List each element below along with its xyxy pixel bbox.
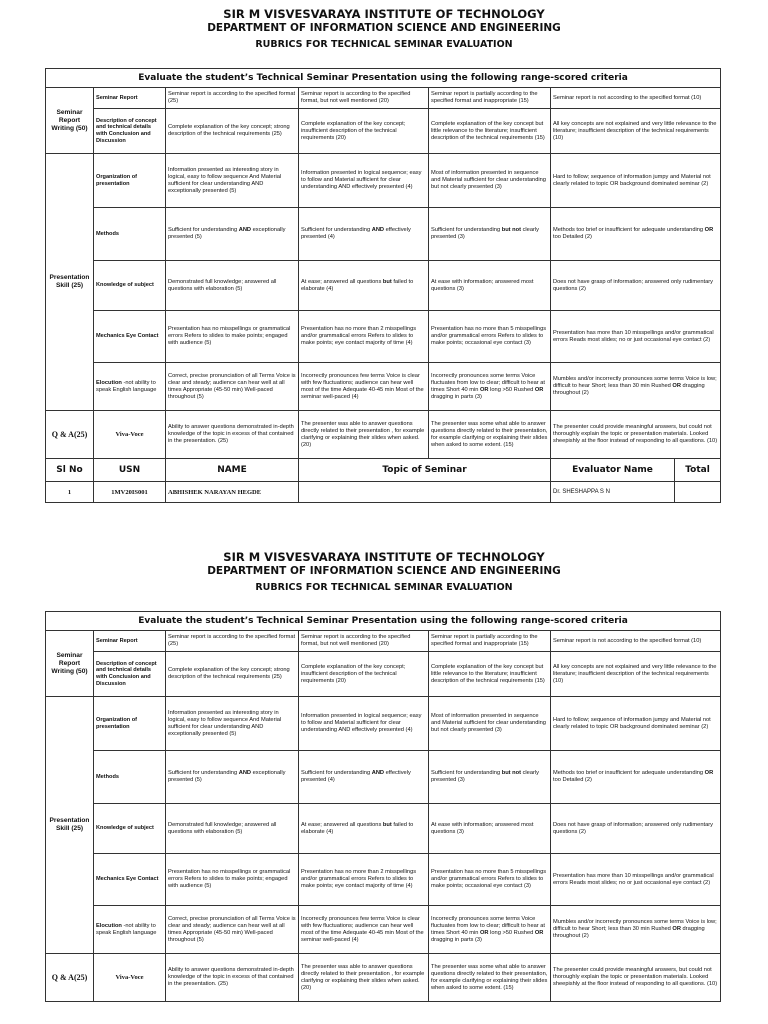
rubric-cell: All key concepts are not explained and very little relevance to the literature; insufficient description of the technical requirements (10) <box>551 652 721 697</box>
rubric-cell: Mumbles and/or incorrectly pronounces some terms Voice is low; difficult to hear Short; less than 30 min Rushed OR dragging throughout (2) <box>551 363 721 411</box>
header-total: Total <box>675 459 721 482</box>
department-title: DEPARTMENT OF INFORMATION SCIENCE AND ENGINEERING <box>207 22 561 34</box>
rubric-cell: Seminar report is not according to the specified format (10) <box>551 631 721 652</box>
rubric-sheet-2 <box>0 543 768 991</box>
rubric-cell: Presentation has no misspellings or grammatical errors Refers to slides to make points; engaged with audience (5) <box>166 311 299 363</box>
category-presentation-skill: Presentation Skill (25) <box>46 154 94 411</box>
student-topic <box>299 482 551 503</box>
category-qa: Q & A(25) <box>46 954 94 1002</box>
student-sl-no: 1 <box>46 482 94 503</box>
rubric-cell: The presenter could provide meaningful answers, but could not thoroughly explain the topic or presentation materials. Looked sheepishly at the floor instead of responding to all questions. (10) <box>551 411 721 459</box>
rubric-cell: At ease; answered all questions but failed to elaborate (4) <box>299 261 429 311</box>
rubric-table <box>45 68 721 503</box>
rubric-cell: At ease; answered all questions but failed to elaborate (4) <box>299 804 429 854</box>
rubric-cell: Does not have grasp of information; answered only rudimentary questions (2) <box>551 804 721 854</box>
rubric-cell: Does not have grasp of information; answered only rudimentary questions (2) <box>551 261 721 311</box>
rubric-cell: Information presented in logical sequence; easy to follow and Material sufficient for clear understanding AND effectively presented (4) <box>299 154 429 208</box>
rubric-cell: Complete explanation of the key concept but little relevance to the literature; insufficient description of the technical requirements (15) <box>429 652 551 697</box>
sheet-header <box>0 543 768 596</box>
rubric-cell: Seminar report is partially according to the specified format and inappropriate (15) <box>429 88 551 109</box>
rubric-cell: Presentation has no more than 2 misspellings and/or grammatical errors Refers to slides to make points; eye contact majority of time (4) <box>299 311 429 363</box>
header-evaluator: Evaluator Name <box>551 459 675 482</box>
rubric-cell: Sufficient for understanding AND exceptionally presented (5) <box>166 751 299 804</box>
rubric-cell: Hard to follow; sequence of information jumpy and Material not clearly related to topic OR background dominated seminar (2) <box>551 697 721 751</box>
rubric-cell: Information presented in logical sequence; easy to follow and Material sufficient for clear understanding AND effectively presented (4) <box>299 697 429 751</box>
rubric-cell: Incorrectly pronounces some terms Voice fluctuates from low to clear; difficult to hear at times Short 40 min OR long >50 Rushed OR dragging in parts (3) <box>429 906 551 954</box>
rubric-cell: Sufficient for understanding but not clearly presented (3) <box>429 751 551 804</box>
rubric-cell: The presenter was able to answer questions directly related to their presentation , for example clarifying or explaining their slides when asked. (20) <box>299 954 429 1002</box>
header-usn: USN <box>94 459 166 482</box>
criterion-description: Description of concept and technical details with Conclusion and Discussion <box>94 109 166 154</box>
rubric-cell: Complete explanation of the key concept; strong description of the technical requirements (25) <box>166 109 299 154</box>
rubric-cell: Presentation has no misspellings or grammatical errors Refers to slides to make points; engaged with audience (5) <box>166 854 299 906</box>
rubric-cell: Demonstrated full knowledge; answered all questions with elaboration (5) <box>166 261 299 311</box>
rubric-cell: The presenter was some what able to answer questions directly related to their presentation, for example clarifying or explaining their slides when asked to some extent. (15) <box>429 411 551 459</box>
rubric-cell: Ability to answer questions demonstrated in-depth knowledge of the topic in excess of that contained in the presentation. (25) <box>166 954 299 1002</box>
criterion-seminar-report: Seminar Report <box>94 88 166 109</box>
header-name: NAME <box>166 459 299 482</box>
criterion-viva-voce: Viva-Voce <box>94 411 166 459</box>
rubric-cell: Seminar report is according to the specified format, but not well mentioned (20) <box>299 88 429 109</box>
rubric-cell: Correct, precise pronunciation of all Terms Voice is clear and steady; audience can hear well at all times Appropriate (45-50 min) Well-paced throughout (5) <box>166 906 299 954</box>
rubric-cell: Seminar report is partially according to the specified format and inappropriate (15) <box>429 631 551 652</box>
rubric-cell: At ease with information; answered most questions (3) <box>429 804 551 854</box>
rubric-cell: Sufficient for understanding AND effectively presented (4) <box>299 208 429 261</box>
rubric-cell: Seminar report is not according to the specified format (10) <box>551 88 721 109</box>
criterion-elocution: Elocution -not ability to speak English language <box>94 906 166 954</box>
rubric-cell: Demonstrated full knowledge; answered all questions with elaboration (5) <box>166 804 299 854</box>
criterion-organization: Organization of presentation <box>94 154 166 208</box>
criterion-seminar-report: Seminar Report <box>94 631 166 652</box>
eval-heading: Evaluate the student’s Technical Seminar Presentation using the following range-scored criteria <box>46 612 721 631</box>
category-report-writing: Seminar Report Writing (50) <box>46 88 94 154</box>
rubric-cell: Complete explanation of the key concept; strong description of the technical requirements (25) <box>166 652 299 697</box>
category-report-writing: Seminar Report Writing (50) <box>46 631 94 697</box>
rubric-cell: The presenter could provide meaningful answers, but could not thoroughly explain the topic or presentation materials. Looked sheepishly at the floor instead of responding to all questions. (10) <box>551 954 721 1002</box>
rubric-cell: Presentation has more than 10 misspellings and/or grammatical errors Reads most slides; no or just occasional eye contact (2) <box>551 854 721 906</box>
rubric-table <box>45 611 721 1002</box>
rubric-cell: Presentation has no more than 2 misspellings and/or grammatical errors Refers to slides to make points; eye contact majority of time (4) <box>299 854 429 906</box>
student-usn: 1MV20IS001 <box>94 482 166 503</box>
rubric-cell: Most of information presented in sequence and Material sufficient for clear understanding but not clearly presented (3) <box>429 154 551 208</box>
criterion-organization: Organization of presentation <box>94 697 166 751</box>
rubric-cell: Sufficient for understanding but not clearly presented (3) <box>429 208 551 261</box>
rubric-title: RUBRICS FOR TECHNICAL SEMINAR EVALUATION <box>255 582 513 593</box>
rubric-cell: Incorrectly pronounces few terms Voice is clear with few fluctuations; audience can hear well most of the time Adequate 40-45 min Most of the seminar well-paced (4) <box>299 906 429 954</box>
rubric-cell: Seminar report is according to the specified format (25) <box>166 631 299 652</box>
rubric-cell: Correct, precise pronunciation of all Terms Voice is clear and steady; audience can hear well at all times Appropriate (45-50 min) Well-paced throughout (5) <box>166 363 299 411</box>
header-sl-no: Sl No <box>46 459 94 482</box>
rubric-cell: Presentation has no more than 5 misspellings and/or grammatical errors Refers to slides to make points; occasional eye contact (3) <box>429 311 551 363</box>
sheet-header <box>0 0 768 53</box>
criterion-description: Description of concept and technical details with Conclusion and Discussion <box>94 652 166 697</box>
rubric-cell: Information presented as interesting story in logical, easy to follow sequence And Material sufficient for clear understanding AND exceptionally presented (5) <box>166 154 299 208</box>
eval-heading: Evaluate the student’s Technical Seminar Presentation using the following range-scored criteria <box>46 69 721 88</box>
rubric-cell: Complete explanation of the key concept but little relevance to the literature; insufficient description of the technical requirements (15) <box>429 109 551 154</box>
category-presentation-skill: Presentation Skill (25) <box>46 697 94 954</box>
rubric-cell: At ease with information; answered most questions (3) <box>429 261 551 311</box>
rubric-cell: Sufficient for understanding AND exceptionally presented (5) <box>166 208 299 261</box>
rubric-title: RUBRICS FOR TECHNICAL SEMINAR EVALUATION <box>255 39 513 50</box>
criterion-viva-voce: Viva-Voce <box>94 954 166 1002</box>
rubric-cell: All key concepts are not explained and very little relevance to the literature; insufficient description of the technical requirements (10) <box>551 109 721 154</box>
header-topic: Topic of Seminar <box>299 459 551 482</box>
institute-title: SIR M VISVESVARAYA INSTITUTE OF TECHNOLOGY <box>223 550 545 564</box>
criterion-mechanics: Mechanics Eye Contact <box>94 854 166 906</box>
rubric-cell: The presenter was some what able to answer questions directly related to their presentation, for example clarifying or explaining their slides when asked to some extent. (15) <box>429 954 551 1002</box>
rubric-cell: Incorrectly pronounces few terms Voice is clear with few fluctuations; audience can hear well most of the time Adequate 40-45 min Most of the seminar well-paced (4) <box>299 363 429 411</box>
rubric-cell: Methods too brief or insufficient for adequate understanding OR too Detailed (2) <box>551 751 721 804</box>
department-title: DEPARTMENT OF INFORMATION SCIENCE AND ENGINEERING <box>207 565 561 577</box>
rubric-cell: The presenter was able to answer questions directly related to their presentation , for example clarifying or explaining their slides when asked. (20) <box>299 411 429 459</box>
criterion-knowledge: Knowledge of subject <box>94 261 166 311</box>
criterion-knowledge: Knowledge of subject <box>94 804 166 854</box>
criterion-elocution: Elocution -not ability to speak English language <box>94 363 166 411</box>
criterion-methods: Methods <box>94 751 166 804</box>
rubric-cell: Ability to answer questions demonstrated in-depth knowledge of the topic in excess of that contained in the presentation. (25) <box>166 411 299 459</box>
rubric-cell: Incorrectly pronounces some terms Voice fluctuates from low to clear; difficult to hear at times Short 40 min OR long >50 Rushed OR dragging in parts (3) <box>429 363 551 411</box>
evaluator-name: Dr. SHESHAPPA S N <box>551 482 675 503</box>
rubric-cell: Seminar report is according to the specified format, but not well mentioned (20) <box>299 631 429 652</box>
criterion-mechanics: Mechanics Eye Contact <box>94 311 166 363</box>
rubric-sheet-1 <box>0 0 768 496</box>
institute-title: SIR M VISVESVARAYA INSTITUTE OF TECHNOLOGY <box>223 7 545 21</box>
rubric-cell: Mumbles and/or incorrectly pronounces some terms Voice is low; difficult to hear Short; less than 30 min Rushed OR dragging throughout (2) <box>551 906 721 954</box>
rubric-cell: Most of information presented in sequence and Material sufficient for clear understanding but not clearly presented (3) <box>429 697 551 751</box>
criterion-methods: Methods <box>94 208 166 261</box>
rubric-cell: Information presented as interesting story in logical, easy to follow sequence And Material sufficient for clear understanding AND exceptionally presented (5) <box>166 697 299 751</box>
rubric-cell: Methods too brief or insufficient for adequate understanding OR too Detailed (2) <box>551 208 721 261</box>
category-qa: Q & A(25) <box>46 411 94 459</box>
rubric-cell: Seminar report is according to the specified format (25) <box>166 88 299 109</box>
student-name: ABHISHEK NARAYAN HEGDE <box>166 482 299 503</box>
student-total <box>675 482 721 503</box>
rubric-cell: Presentation has more than 10 misspellings and/or grammatical errors Reads most slides; no or just occasional eye contact (2) <box>551 311 721 363</box>
rubric-cell: Presentation has no more than 5 misspellings and/or grammatical errors Refers to slides to make points; occasional eye contact (3) <box>429 854 551 906</box>
rubric-cell: Complete explanation of the key concept; insufficient description of the technical requirements (20) <box>299 652 429 697</box>
rubric-cell: Sufficient for understanding AND effectively presented (4) <box>299 751 429 804</box>
rubric-cell: Complete explanation of the key concept; insufficient description of the technical requirements (20) <box>299 109 429 154</box>
rubric-cell: Hard to follow; sequence of information jumpy and Material not clearly related to topic OR background dominated seminar (2) <box>551 154 721 208</box>
